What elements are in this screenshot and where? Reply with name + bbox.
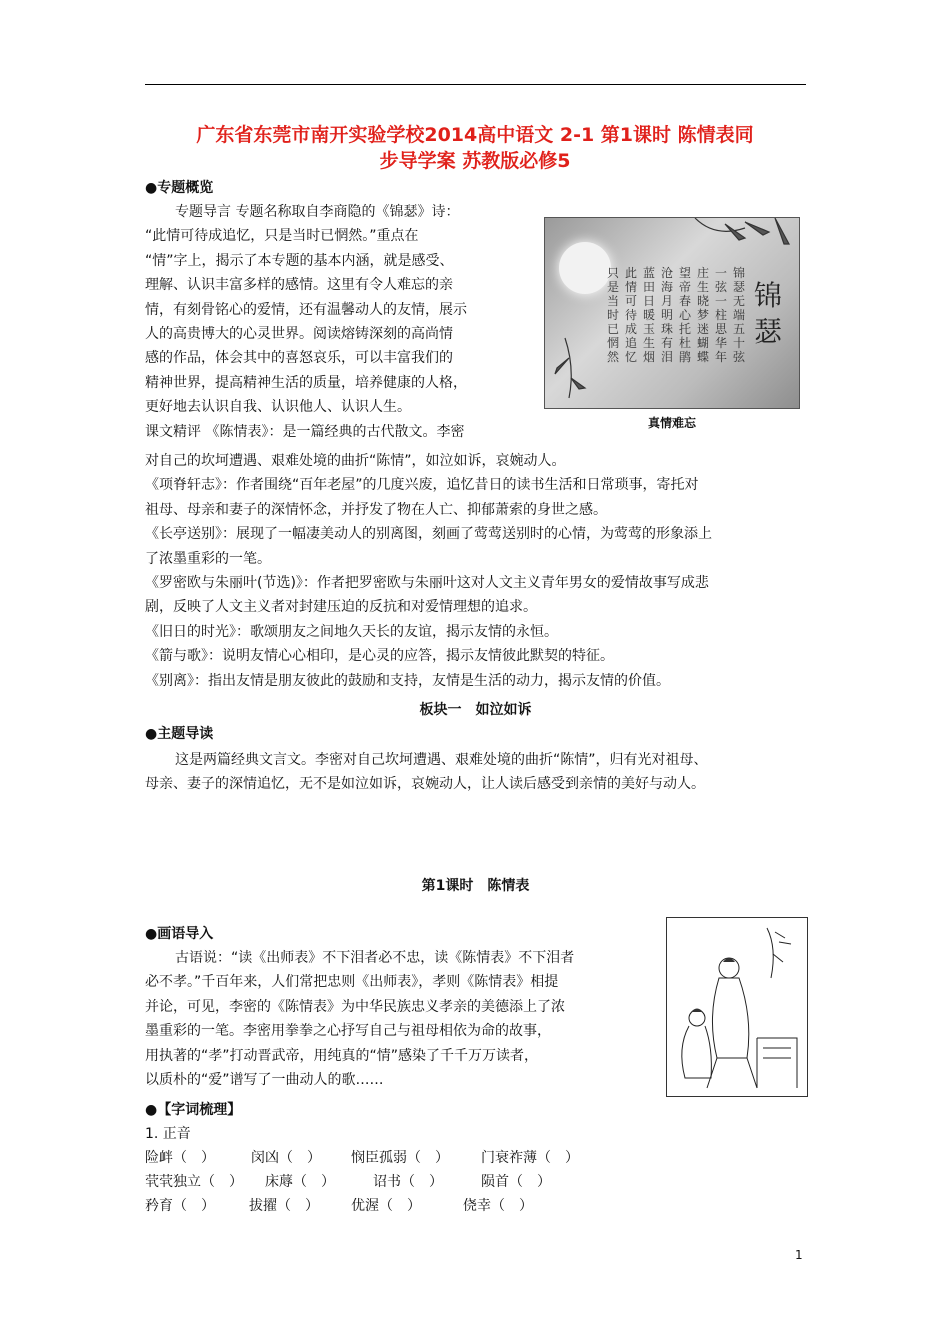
lesson-heading: 第1课时 陈情表 bbox=[421, 878, 530, 894]
figure-caption: 真情难忘 bbox=[647, 416, 696, 430]
poem-column: 沧海月明珠有泪 bbox=[661, 266, 674, 364]
vocab-item: 险衅（ ） bbox=[145, 1150, 215, 1166]
theme-line: 这是两篇经典文言文。李密对自己坎坷遭遇、艰难处境的曲折“陈情”，归有光对祖母、 bbox=[175, 752, 708, 768]
intro-line: “此情可待成追忆，只是当时已惘然。”重点在 bbox=[145, 228, 419, 245]
intro-line: “情”字上，揭示了本专题的基本内涵，就是感受、 bbox=[145, 252, 454, 269]
overview-line: 《箭与歌》：说明友情心心相印，是心灵的应答，揭示友情彼此默契的特征。 bbox=[145, 648, 614, 665]
overview-line: 对自己的坎坷遭遇、艰难处境的曲折“陈情”，如泣如诉，哀婉动人。 bbox=[145, 453, 566, 469]
overview-full-lines bbox=[145, 449, 810, 693]
overview-intro bbox=[145, 200, 525, 444]
intro-para-line: 古语说：“读《出师表》不下泪者必不忠，读《陈情表》不下泪者 bbox=[175, 950, 575, 966]
overview-line: 《长亭送别》：展现了一幅凄美动人的别离图，刻画了莺莺送别时的心情，为莺莺的形象添上 bbox=[145, 526, 712, 543]
li-mi-illustration bbox=[666, 917, 808, 1097]
pronunciation-label: 1. 正音 bbox=[145, 1126, 191, 1142]
theme-heading: ●主题导读 bbox=[145, 726, 214, 742]
jinse-poem-illustration bbox=[544, 217, 800, 409]
theme-line: 母亲、妻子的深情追忆，无不是如泣如诉，哀婉动人，让人读后感受到亲情的美好与动人。 bbox=[145, 776, 705, 793]
header-rule bbox=[145, 84, 806, 85]
overview-line: 《旧日的时光》：歌颂朋友之间地久天长的友谊，揭示友情的永恒。 bbox=[145, 623, 558, 640]
overview-line: 剧，反映了人文主义者对封建压迫的反抗和对爱情理想的追求。 bbox=[145, 599, 537, 616]
vocab-item: 侥幸（ ） bbox=[463, 1198, 533, 1214]
page-number: 1 bbox=[795, 1248, 803, 1262]
vocab-heading: ●【字词梳理】 bbox=[145, 1102, 242, 1118]
intro-heading: ●画语导入 bbox=[145, 926, 214, 942]
intro-para-line: 必不孝。”千百年来，人们常把忠则《出师表》，孝则《陈情表》相提 bbox=[145, 974, 559, 991]
overview-line: 《罗密欧与朱丽叶(节选)》：作者把罗密欧与朱丽叶这对人文主义青年男女的爱情故事写成悲 bbox=[145, 575, 709, 592]
vocab-item: 床蓐（ ） bbox=[265, 1174, 335, 1190]
vocab-item: 陨首（ ） bbox=[481, 1174, 551, 1190]
intro-para-line: 以质朴的“爱”谱写了一曲动人的歌…… bbox=[145, 1072, 384, 1089]
intro-line: 课文精评 《陈情表》：是一篇经典的古代散文。李密 bbox=[145, 423, 465, 440]
figures-sketch-icon bbox=[667, 918, 807, 1096]
intro-line: 精神世界，提高精神生活的质量，培养健康的人格， bbox=[145, 374, 467, 391]
figure-big-title: 锦瑟 bbox=[753, 279, 782, 348]
vocab-item: 矜育（ ） bbox=[145, 1198, 215, 1214]
vocab-item: 闵凶（ ） bbox=[251, 1150, 321, 1166]
intro-line: 理解、认识丰富多样的感情。这里有令人难忘的亲 bbox=[145, 277, 453, 294]
overview-line: 祖母、母亲和妻子的深情怀念，并抒发了物在人亡、抑郁萧索的身世之感。 bbox=[145, 501, 607, 518]
overview-line: 《别离》：指出友情是朋友彼此的鼓励和支持，友情是生活的动力，揭示友情的价值。 bbox=[145, 672, 670, 689]
vocab-item: 优渥（ ） bbox=[351, 1198, 421, 1214]
poem-column: 此情可待成追忆 bbox=[625, 266, 638, 364]
intro-para-line: 用执著的“孝”打动晋武帝，用纯真的“情”感染了千千万万读者， bbox=[145, 1047, 539, 1064]
intro-line: 更好地去认识自我、认识他人、认识人生。 bbox=[145, 399, 411, 416]
overview-line: 《项脊轩志》：作者围绕“百年老屋”的几度兴废，追忆昔日的读书生活和日常琐事，寄托对 bbox=[145, 477, 699, 494]
overview-line: 了浓墨重彩的一笔。 bbox=[145, 550, 271, 567]
title-line-2: 步导学案 苏教版必修5 bbox=[379, 150, 571, 172]
poem-column: 一弦一柱思华年 bbox=[715, 266, 728, 364]
block-heading: 板块一 如泣如诉 bbox=[419, 702, 532, 718]
section-overview-heading: ●专题概览 bbox=[145, 180, 214, 196]
vocab-item: 门衰祚薄（ ） bbox=[481, 1150, 579, 1166]
intro-line: 专题导言 专题名称取自李商隐的《锦瑟》诗： bbox=[175, 204, 460, 220]
poem-column: 蓝田日暖玉生烟 bbox=[643, 266, 656, 364]
vocab-item: 拔擢（ ） bbox=[249, 1198, 319, 1214]
theme-paragraph bbox=[145, 748, 810, 797]
poem-column: 锦瑟无端五十弦 bbox=[733, 266, 746, 364]
title-line-1: 广东省东莞市南开实验学校2014高中语文 2-1 第1课时 陈情表同 bbox=[196, 124, 754, 146]
intro-line: 情，有刻骨铭心的爱情，还有温馨动人的友情，展示 bbox=[145, 301, 467, 318]
intro-para-line: 并论，可见，李密的《陈情表》为中华民族忠义孝亲的美德添上了浓 bbox=[145, 998, 565, 1015]
vocab-item: 茕茕独立（ ） bbox=[145, 1174, 243, 1190]
intro-line: 人的高贵博大的心灵世界。阅读熔铸深刻的高尚情 bbox=[145, 326, 453, 343]
poem-column: 望帝春心托杜鹃 bbox=[679, 266, 692, 364]
poem-column: 庄生晓梦迷蝴蝶 bbox=[697, 266, 710, 364]
vocab-item: 诏书（ ） bbox=[373, 1174, 443, 1190]
document-title bbox=[140, 122, 810, 174]
intro-para-line: 墨重彩的一笔。李密用拳拳之心抒写自己与祖母相依为命的故事， bbox=[145, 1023, 551, 1040]
intro-line: 感的作品，体会其中的喜怒哀乐，可以丰富我们的 bbox=[145, 350, 453, 367]
poem-column: 只是当时已惘然 bbox=[607, 266, 620, 364]
intro-paragraph bbox=[145, 946, 660, 1092]
vocab-item: 悯臣孤弱（ ） bbox=[351, 1150, 449, 1166]
